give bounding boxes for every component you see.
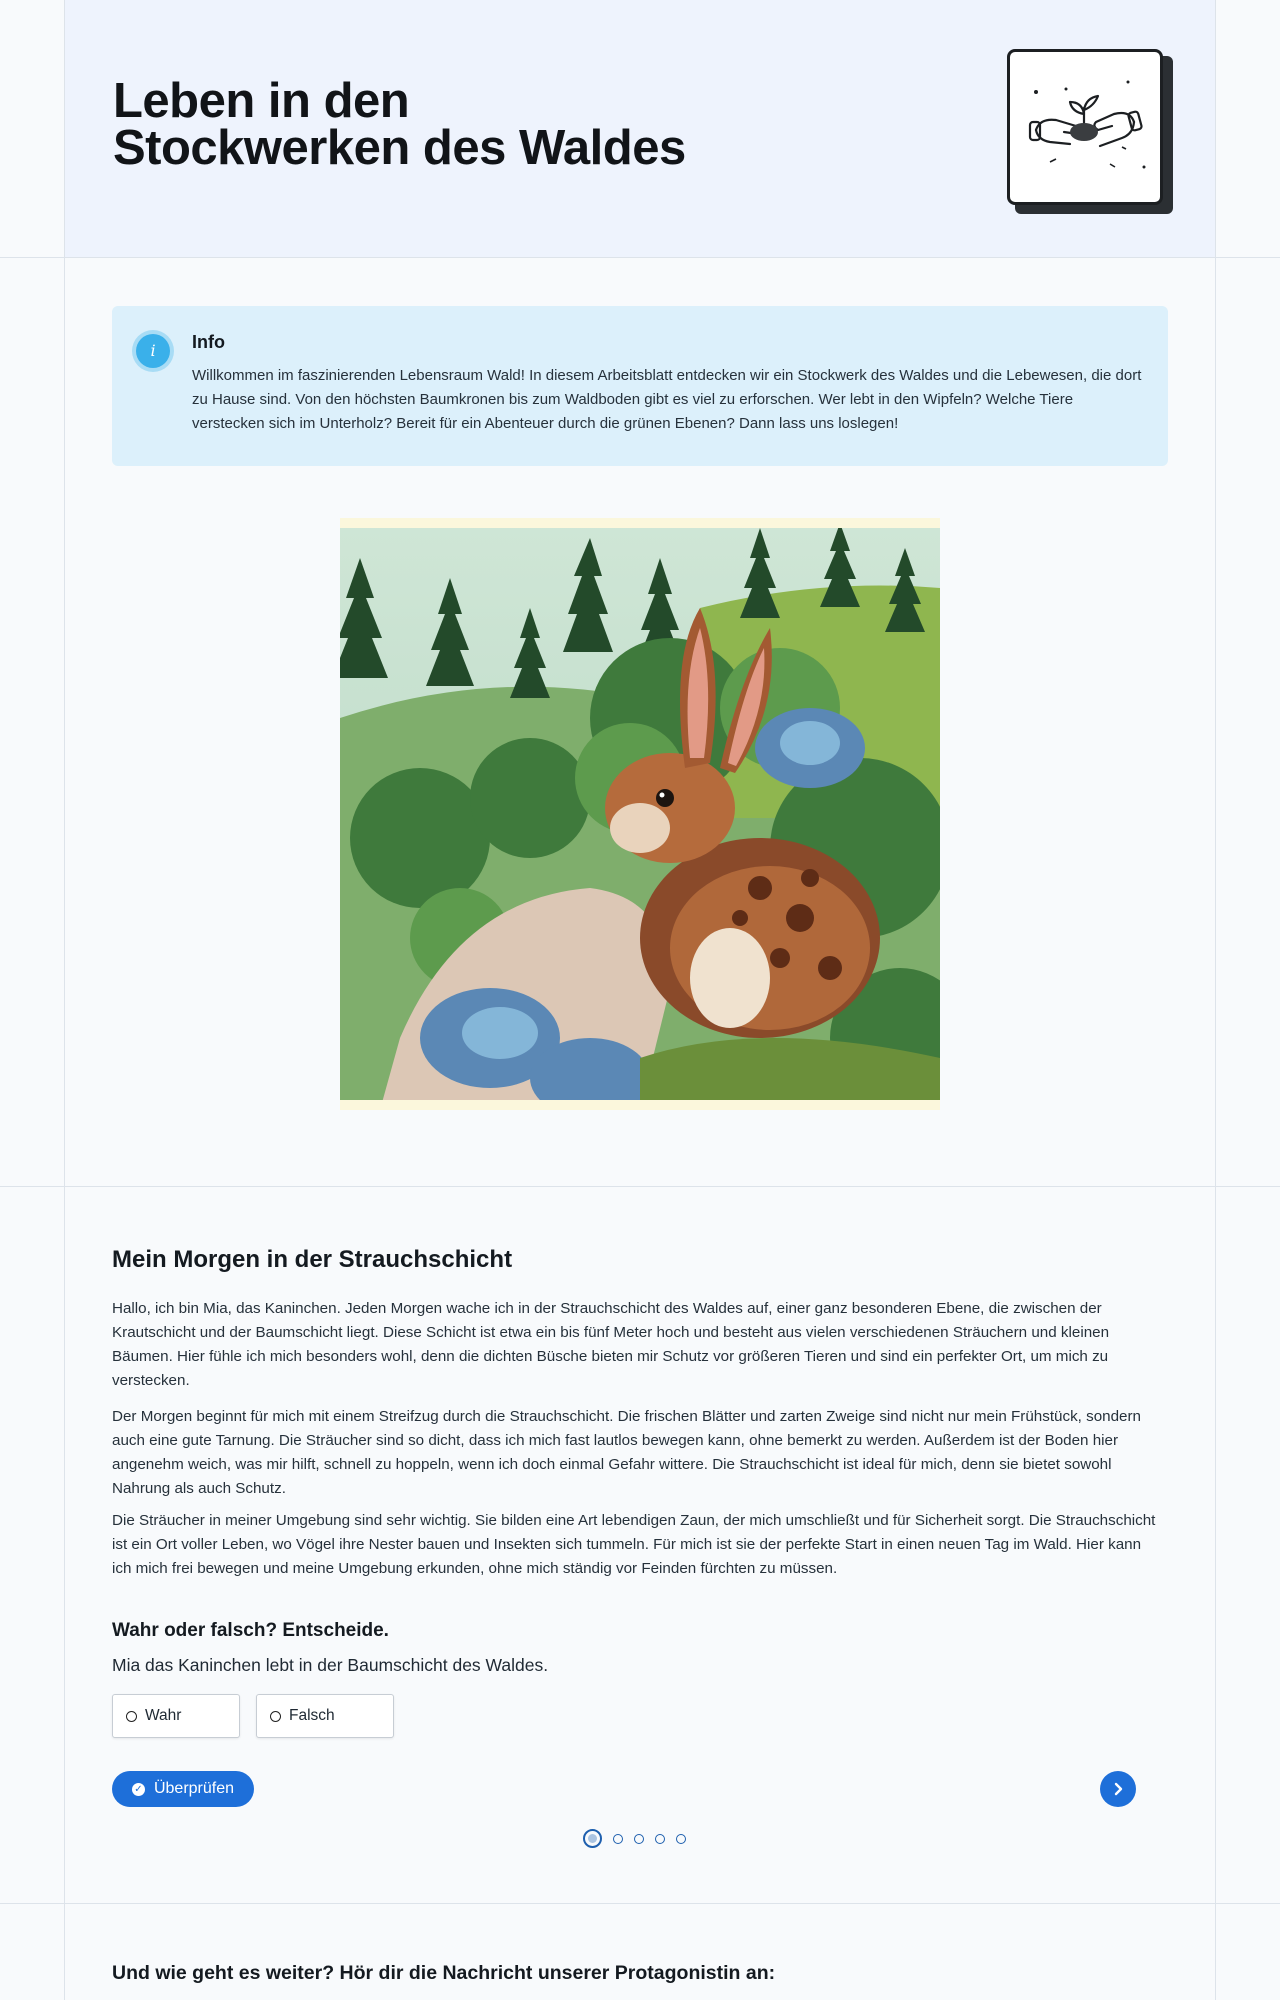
info-callout — [112, 306, 1168, 466]
next-button[interactable] — [1100, 1771, 1136, 1807]
option-false[interactable] — [256, 1694, 394, 1738]
option-label: Wahr — [145, 1707, 182, 1724]
radio-icon — [126, 1711, 137, 1722]
chevron-right-icon — [1111, 1782, 1125, 1796]
grid-line — [64, 0, 65, 2000]
page-title: Leben in den Stockwerken des Waldes — [113, 74, 686, 175]
hero-image — [340, 518, 940, 1110]
check-button-label: Überprüfen — [153, 1780, 235, 1797]
story-paragraph: Der Morgen beginnt für mich mit einem Streifzug durch die Strauchschicht. Die frischen Blätter und zarten Zweige sind nicht nur mein Frühstück, sondern auch eine gute Tarnung. Die Sträucher sind so dicht, dass ich mich fast lautlos bewegen kann, ohne bemerkt zu werden. Außerdem ist der Boden hier angenehm weich, was mir hilft, schnell zu hoppeln, wenn ich doch einmal Gefahr wittere. Die Strauchschicht ist ideal für mich, denn sie bietet sowohl Nahrung als auch Schutz. — [112, 1408, 1142, 1497]
info-text: Willkommen im faszinierenden Lebensraum Wald! In diesem Arbeitsblatt entdecken wir ein Stockwerk des Waldes und die Lebewesen, die dort zu Hause sind. Von den höchsten Baumkronen bis zum Waldboden gibt es viel zu erforschen. Wer lebt in den Wipfeln? Welche Tiere verstecken sich im Unterholz? Bereit für ein Abenteuer durch die grünen Ebenen? Dann lass uns loslegen! — [192, 367, 1142, 432]
grid-line — [1215, 0, 1216, 2000]
radio-icon — [270, 1711, 281, 1722]
quiz-question: Mia das Kaninchen lebt in der Baumschicht des Waldes. — [112, 1655, 549, 1675]
divider — [0, 1186, 1280, 1187]
divider — [0, 1903, 1280, 1904]
page-header — [65, 0, 1215, 257]
pagination-dot[interactable] — [634, 1834, 644, 1844]
pagination-dot[interactable] — [655, 1834, 665, 1844]
option-label: Falsch — [289, 1707, 335, 1724]
quiz-title: Wahr oder falsch? Entscheide. — [112, 1620, 389, 1641]
pagination-dot[interactable] — [676, 1834, 686, 1844]
pagination — [583, 1829, 697, 1848]
info-icon: i — [136, 334, 170, 368]
story-paragraph: Die Sträucher in meiner Umgebung sind sehr wichtig. Sie bilden eine Art lebendigen Zaun, der mich umschließt und für Sicherheit sorgt. Die Strauchschicht ist ein Ort voller Leben, wo Vögel ihre Nester bauen und Insekten sich tummeln. Für mich ist sie der perfekte Start in einen neuen Tag im Wald. Hier kann ich mich frei bewegen und meine Umgebung erkunden, ohne mich ständig vor Feinden fürchten zu müssen. — [112, 1512, 1156, 1577]
option-true[interactable] — [112, 1694, 240, 1738]
info-title: Info — [192, 332, 225, 352]
section-title: Und wie geht es weiter? Hör dir die Nachricht unserer Protagonistin an: — [112, 1962, 776, 1984]
hands-holding-seedling-icon — [1010, 52, 1160, 202]
story-title: Mein Morgen in der Strauchschicht — [112, 1246, 513, 1273]
pagination-dot-current[interactable] — [583, 1829, 602, 1848]
logo — [1007, 49, 1163, 205]
check-circle-icon: ✓ — [132, 1783, 145, 1796]
divider — [0, 257, 1280, 258]
pagination-dot[interactable] — [613, 1834, 623, 1844]
story-paragraph: Hallo, ich bin Mia, das Kaninchen. Jeden Morgen wache ich in der Strauchschicht des Waldes auf, einer ganz besonderen Ebene, die zwischen der Krautschicht und der Baumschicht liegt. Diese Schicht ist etwa ein bis fünf Meter hoch und besteht aus vielen verschiedenen Sträuchern und kleinen Bäumen. Hier fühle ich mich besonders wohl, denn die dichten Büsche bieten mir Schutz vor größeren Tieren und sind ein perfekter Ort, um mich zu verstecken. — [112, 1300, 1110, 1389]
check-button[interactable] — [112, 1771, 254, 1807]
rabbit-in-shrub-layer-illustration — [340, 518, 940, 1110]
